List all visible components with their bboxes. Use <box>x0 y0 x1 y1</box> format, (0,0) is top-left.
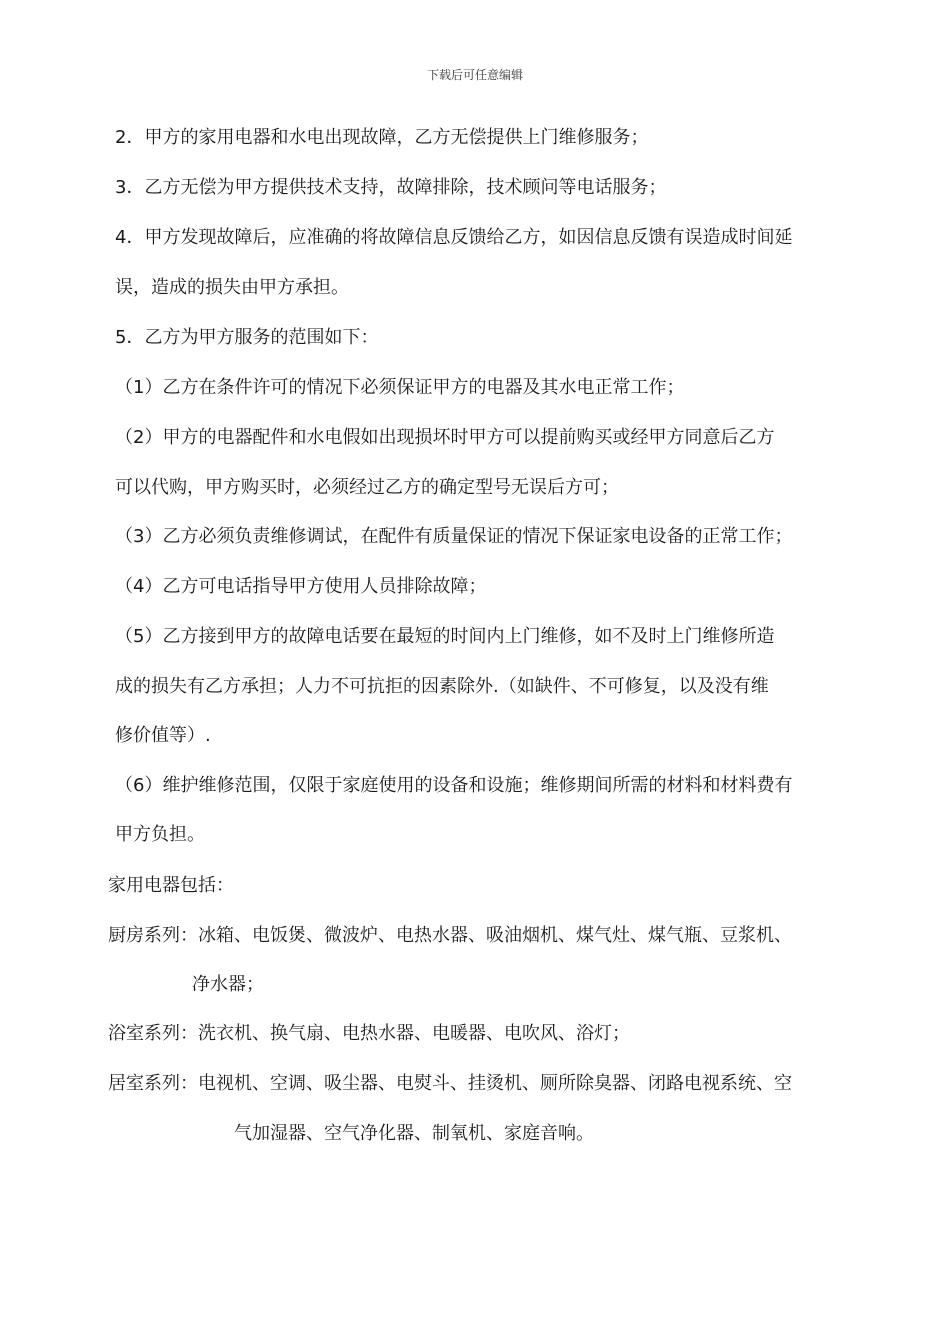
clause-4: 4．甲方发现故障后，应准确的将故障信息反馈给乙方，如因信息反馈有误造成时间延 <box>115 227 793 248</box>
clause-5-item-2: （2）甲方的电器配件和水电假如出现损坏时甲方可以提前购买或经甲方同意后乙方 <box>115 427 775 448</box>
clause-4-cont: 误，造成的损失由甲方承担。 <box>115 277 349 298</box>
clause-5-item-5-cont: 成的损失有乙方承担；人力不可抗拒的因素除外.（如缺件、不可修复，以及没有维 <box>115 676 769 697</box>
clause-5-item-5-cont2: 修价值等）. <box>115 725 211 746</box>
clause-2: 2．甲方的家用电器和水电出现故障，乙方无偿提供上门维修服务； <box>115 127 649 148</box>
clause-5-item-5: （5）乙方接到甲方的故障电话要在最短的时间内上门维修，如不及时上门维修所造 <box>115 626 775 647</box>
bathroom-series: 浴室系列：洗衣机、换气扇、电热水器、电暖器、电吹风、浴灯； <box>108 1023 630 1044</box>
clause-5: 5．乙方为甲方服务的范围如下： <box>115 327 379 348</box>
kitchen-series-cont: 净水器； <box>192 974 264 995</box>
living-room-series: 居室系列：电视机、空调、吸尘器、电熨斗、挂烫机、厕所除臭器、闭路电视系统、空 <box>108 1073 792 1094</box>
clause-5-item-3: （3）乙方必须负责维修调试，在配件有质量保证的情况下保证家电设备的正常工作； <box>115 526 793 547</box>
clause-5-item-6: （6）维护维修范围，仅限于家庭使用的设备和设施；维修期间所需的材料和材料费有 <box>115 775 793 796</box>
clause-5-item-6-cont: 甲方负担。 <box>115 824 205 845</box>
kitchen-series: 厨房系列：冰箱、电饭煲、微波炉、电热水器、吸油烟机、煤气灶、煤气瓶、豆浆机、 <box>108 925 792 946</box>
living-room-series-cont: 气加湿器、空气净化器、制氧机、家庭音响。 <box>234 1123 594 1144</box>
clause-5-item-2-cont: 可以代购，甲方购买时，必须经过乙方的确定型号无误后方可； <box>115 477 619 498</box>
page-header: 下载后可任意编辑 <box>426 68 523 82</box>
clause-5-item-1: （1）乙方在条件许可的情况下必须保证甲方的电器及其水电正常工作； <box>115 377 685 398</box>
appliances-heading: 家用电器包括： <box>108 875 234 896</box>
clause-3: 3．乙方无偿为甲方提供技术支持，故障排除，技术顾问等电话服务； <box>115 177 667 198</box>
clause-5-item-4: （4）乙方可电话指导甲方使用人员排除故障； <box>115 576 487 597</box>
